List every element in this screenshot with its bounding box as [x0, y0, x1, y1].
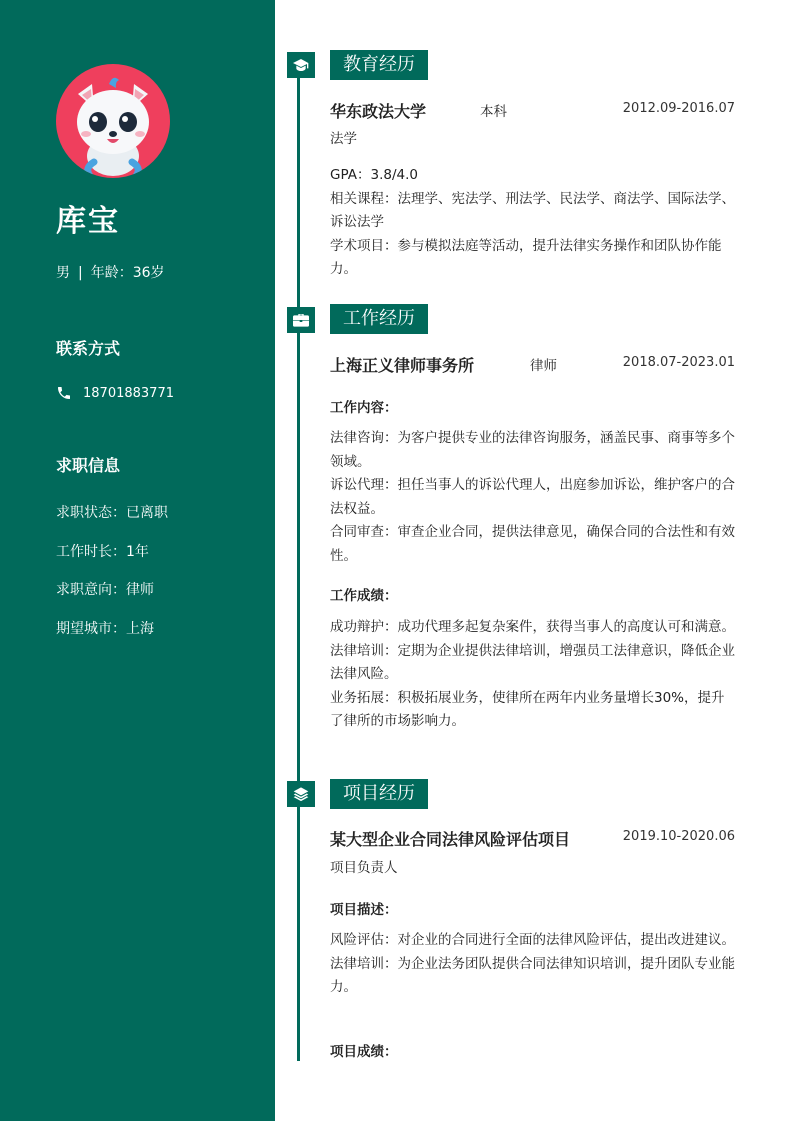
gpa: GPA：3.8/4.0	[330, 167, 418, 183]
timeline-line	[297, 68, 300, 1061]
phone-number: 18701883771	[83, 385, 174, 401]
expected-city: 期望城市：上海	[56, 620, 154, 637]
project-achieve-heading: 项目成绩：	[330, 1044, 398, 1060]
gender: 男	[56, 265, 70, 281]
degree: 本科	[480, 104, 507, 120]
list-item: 法律培训：为企业法务团队提供合同法律知识培训，提升团队专业能力。	[330, 955, 735, 995]
project-desc	[330, 929, 736, 1000]
list-item: 法律培训：定期为企业提供法律培训，增强员工法律意识，降低企业法律风险。	[330, 642, 735, 682]
job-status: 求职状态：已离职	[56, 505, 168, 521]
work-content-heading: 工作内容：	[330, 400, 398, 416]
graduation-cap-icon	[287, 52, 315, 78]
courses: 相关课程：法理学、宪法学、刑法学、民法学、商法学、国际法学、诉讼法学	[330, 190, 735, 230]
list-item: 法律咨询：为客户提供专业的法律咨询服务，涵盖民事、商事等多个领域。	[330, 430, 735, 470]
candidate-name: 库宝	[56, 204, 120, 239]
list-item: 合同审查：审查企业合同，提供法律意见，确保合同的合法性和有效性。	[330, 524, 735, 564]
list-item: 业务拓展：积极拓展业务，使律所在两年内业务量增长30%，提升了律所的市场影响力。	[330, 689, 725, 729]
contact-heading: 联系方式	[56, 339, 121, 358]
age: 年龄：36岁	[90, 265, 165, 281]
phone-row	[56, 385, 174, 401]
company-name: 上海正义律师事务所	[330, 356, 475, 375]
job-heading: 求职信息	[56, 456, 121, 475]
list-item: 风险评估：对企业的合同进行全面的法律风险评估，提出改进建议。	[330, 932, 735, 948]
work-duration: 工作时长：1年	[56, 543, 149, 560]
education-details	[330, 164, 736, 282]
education-period: 2012.09-2016.07	[622, 101, 735, 116]
layers-icon	[287, 781, 315, 807]
academic-projects: 学术项目：参与模拟法庭等活动，提升法律实务操作和团队协作能力。	[330, 237, 722, 277]
basic-info	[56, 262, 165, 282]
separator: |	[78, 265, 83, 281]
project-role: 项目负责人	[330, 860, 398, 876]
work-title: 工作经历	[330, 304, 428, 334]
job-info-list	[56, 502, 168, 656]
school-name: 华东政法大学	[330, 102, 427, 121]
phone-icon	[56, 385, 72, 401]
project-period: 2019.10-2020.06	[622, 829, 735, 844]
education-title: 教育经历	[330, 50, 428, 80]
list-item: 诉讼代理：担任当事人的诉讼代理人，出庭参加诉讼，维护客户的合法权益。	[330, 477, 735, 517]
project-name: 某大型企业合同法律风险评估项目	[330, 830, 571, 849]
briefcase-icon	[287, 307, 315, 333]
avatar	[56, 64, 170, 178]
project-desc-heading: 项目描述：	[330, 902, 398, 918]
work-achieve-heading: 工作成绩：	[330, 588, 398, 604]
position: 律师	[530, 358, 557, 374]
project-title: 项目经历	[330, 779, 428, 809]
list-item: 成功辩护：成功代理多起复杂案件，获得当事人的高度认可和满意。	[330, 619, 735, 635]
sidebar	[0, 0, 275, 1121]
job-intention: 求职意向：律师	[56, 582, 154, 598]
work-achievements	[330, 616, 736, 734]
work-period: 2018.07-2023.01	[622, 355, 735, 370]
major: 法学	[330, 131, 357, 147]
work-content	[330, 427, 736, 568]
